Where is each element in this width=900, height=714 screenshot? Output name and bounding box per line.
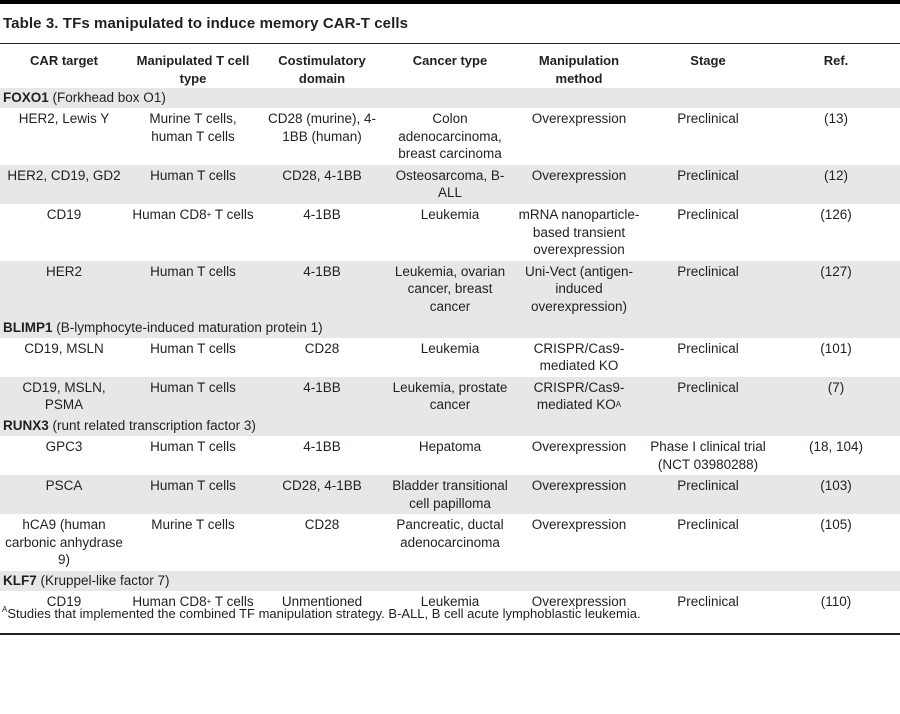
cell-t-cell-type (128, 108, 258, 165)
cell-cancer-type-text: Pancreatic, ductal adenocarcinoma (396, 517, 504, 550)
cell-car-target-text: HER2, Lewis Y (18, 111, 110, 126)
cell-ref (772, 475, 900, 514)
cell-ref-text: (127) (820, 263, 852, 279)
col-header-ref: Ref. (772, 44, 900, 89)
cell-costimulatory-text: 4-1BB (303, 438, 341, 454)
footnote (2, 606, 641, 621)
section-name: BLIMP1 (3, 319, 53, 335)
cell-method-text: mRNA nanoparticle-based transient overexpression (518, 206, 640, 258)
cell-ref-text: (13) (823, 111, 848, 126)
table-row (0, 436, 900, 475)
table-row (0, 261, 900, 318)
section-cell (0, 88, 900, 108)
cell-stage-text: Preclinical (677, 206, 739, 222)
section-row (0, 88, 900, 108)
section-cell (0, 416, 900, 436)
cell-t-cell-type (128, 436, 258, 475)
cell-t-cell-type (128, 261, 258, 318)
col-header-car-target: CAR target (0, 44, 128, 89)
cell-car-target-text: CD19, MSLN, PSMA (22, 379, 106, 413)
cell-method (514, 377, 644, 416)
cell-t-cell-type (128, 475, 258, 514)
table-row (0, 165, 900, 204)
cell-car-target-text: CD19 (46, 206, 82, 222)
cell-method (514, 261, 644, 318)
cell-t-cell-type-text: Human CD8 (132, 206, 207, 222)
cell-costimulatory-text: 4-1BB (303, 379, 341, 395)
cell-cancer-type (386, 338, 514, 377)
cell-method (514, 338, 644, 377)
cell-cancer-type (386, 204, 514, 261)
cell-costimulatory (258, 514, 386, 571)
cell-ref-text: (101) (820, 340, 852, 356)
cell-ref (772, 514, 900, 571)
cell-t-cell-type-superscript: + (206, 209, 212, 219)
table-row (0, 108, 900, 165)
cell-ref (772, 204, 900, 261)
cell-car-target (0, 204, 128, 261)
cell-cancer-type-text: Bladder transitional cell papilloma (392, 478, 508, 511)
table-body (0, 88, 900, 613)
cell-stage-text: Preclinical (677, 379, 739, 395)
cell-cancer-type-text: Hepatoma (418, 438, 482, 454)
cell-costimulatory (258, 436, 386, 475)
cell-method-text: Overexpression (531, 438, 627, 454)
cell-ref-text: (18, 104) (808, 438, 864, 454)
cell-ref (772, 377, 900, 416)
cell-stage-text: Preclinical (677, 517, 739, 533)
section-row (0, 416, 900, 436)
cell-t-cell-type-text: Human T cells (150, 340, 236, 356)
cell-method-text: Overexpression (531, 478, 627, 494)
cell-method (514, 165, 644, 204)
header-row (0, 44, 900, 89)
cell-costimulatory-text: CD28 (304, 340, 340, 356)
cell-ref (772, 261, 900, 318)
cell-t-cell-type-text: Murine T cells, human T cells (149, 111, 237, 144)
section-row (0, 318, 900, 338)
cell-cancer-type (386, 436, 514, 475)
cell-car-target-text: GPC3 (45, 438, 83, 454)
section-cell (0, 571, 900, 591)
cell-cancer-type-text: Colon adenocarcinoma, breast carcinoma (398, 111, 502, 162)
table-row (0, 514, 900, 571)
cell-t-cell-type (128, 377, 258, 416)
section-full-name: (runt related transcription factor 3) (48, 417, 256, 433)
cell-car-target (0, 338, 128, 377)
cell-stage (644, 165, 772, 204)
section-name: FOXO1 (3, 90, 49, 105)
top-rule (0, 0, 900, 4)
cell-stage-text: Preclinical (677, 340, 739, 356)
col-header-costimulatory: Costimulatory domain (258, 44, 386, 89)
cell-costimulatory (258, 165, 386, 204)
cell-t-cell-type-text: Human T cells (150, 478, 236, 494)
cell-stage-text: Phase I clinical trial (NCT 03980288) (650, 438, 766, 472)
cell-stage (644, 338, 772, 377)
cell-stage (644, 261, 772, 318)
cell-cancer-type-text: Leukemia (420, 594, 480, 610)
cell-cancer-type (386, 261, 514, 318)
cell-cancer-type (386, 475, 514, 514)
cell-ref (772, 165, 900, 204)
footnote-text: Studies that implemented the combined TF manipulation strategy. B-ALL, B cell acute lymphoblastic leukemia. (7, 606, 641, 621)
cell-method (514, 108, 644, 165)
cell-cancer-type (386, 514, 514, 571)
cell-car-target-text: HER2, CD19, GD2 (7, 167, 121, 183)
cell-method-text: Overexpression (531, 167, 627, 183)
section-cell (0, 318, 900, 338)
cell-method-text: Overexpression (531, 594, 627, 610)
cell-method (514, 204, 644, 261)
section-row (0, 571, 900, 591)
cell-car-target-text: CD19, MSLN (24, 340, 104, 356)
cell-t-cell-type (128, 514, 258, 571)
cell-stage (644, 204, 772, 261)
cell-car-target-text: PSCA (45, 478, 83, 494)
cell-method-text: CRISPR/Cas9-mediated KO (533, 340, 625, 374)
cell-cancer-type (386, 165, 514, 204)
cell-t-cell-type (128, 165, 258, 204)
table-row (0, 204, 900, 261)
section-full-name: (Kruppel-like factor 7) (36, 573, 170, 589)
col-header-method: Manipulation method (514, 44, 644, 89)
cell-costimulatory (258, 261, 386, 318)
cell-costimulatory (258, 338, 386, 377)
cell-cancer-type-text: Leukemia (420, 206, 480, 222)
cell-ref (772, 591, 900, 613)
table-row (0, 475, 900, 514)
cell-method-text: Overexpression (531, 517, 627, 533)
cell-t-cell-type (128, 338, 258, 377)
cell-car-target-text: hCA9 (human carbonic anhydrase 9) (5, 517, 123, 568)
cell-stage (644, 436, 772, 475)
cell-stage-text: Preclinical (677, 594, 739, 610)
cell-ref-text: (103) (820, 478, 852, 494)
cell-stage (644, 514, 772, 571)
cell-cancer-type-text: Leukemia (420, 340, 480, 356)
cell-ref (772, 108, 900, 165)
section-full-name: (Forkhead box O1) (48, 90, 166, 105)
cell-ref (772, 338, 900, 377)
cell-cancer-type-text: Leukemia, ovarian cancer, breast cancer (394, 263, 506, 314)
cell-costimulatory-text: 4-1BB (303, 263, 341, 279)
cell-t-cell-type-text-rest: T cells (211, 206, 254, 222)
section-name: KLF7 (3, 573, 37, 589)
cell-car-target-text: HER2 (45, 263, 82, 279)
cell-stage (644, 475, 772, 514)
cell-stage-text: Preclinical (677, 263, 739, 279)
cell-stage (644, 377, 772, 416)
bottom-rule (0, 633, 900, 635)
cell-method (514, 514, 644, 571)
col-header-cancer-type: Cancer type (386, 44, 514, 89)
cell-t-cell-type-text: Human T cells (150, 167, 236, 183)
cell-stage (644, 591, 772, 613)
cell-costimulatory-text: Unmentioned (281, 594, 363, 610)
cell-stage-text: Preclinical (677, 111, 739, 126)
cell-costimulatory-text: CD28, 4-1BB (282, 478, 362, 494)
footnote-mark: A (2, 605, 8, 614)
cell-method-superscript: A (615, 400, 622, 410)
cell-t-cell-type-text: Human CD8 (132, 594, 207, 610)
cell-method (514, 436, 644, 475)
cell-stage-text: Preclinical (677, 478, 739, 494)
cell-ref-text: (12) (823, 167, 848, 183)
table-row (0, 377, 900, 416)
cell-cancer-type (386, 377, 514, 416)
cell-car-target (0, 514, 128, 571)
cell-stage-text: Preclinical (677, 167, 739, 183)
cell-car-target (0, 436, 128, 475)
cell-method (514, 475, 644, 514)
cell-costimulatory-text: CD28, 4-1BB (282, 167, 362, 183)
cell-ref-text: (126) (820, 206, 852, 222)
cell-ref-text: (7) (827, 379, 845, 395)
cell-car-target (0, 261, 128, 318)
cell-car-target (0, 165, 128, 204)
cell-cancer-type (386, 108, 514, 165)
cell-method-text: CRISPR/Cas9-mediated KO (533, 379, 625, 413)
cell-stage (644, 108, 772, 165)
cell-ref (772, 436, 900, 475)
cell-costimulatory (258, 475, 386, 514)
cell-t-cell-type (128, 204, 258, 261)
cell-costimulatory (258, 204, 386, 261)
cell-t-cell-type-text: Human T cells (150, 379, 236, 395)
cell-car-target (0, 377, 128, 416)
table-title: Table 3. TFs manipulated to induce memory CAR-T cells (3, 15, 409, 32)
tf-table (0, 43, 900, 613)
cell-ref-text: (105) (820, 517, 852, 533)
cell-cancer-type-text: Osteosarcoma, B-ALL (395, 167, 505, 201)
cell-costimulatory-text: 4-1BB (303, 206, 341, 222)
cell-ref-text: (110) (820, 594, 852, 610)
cell-costimulatory-text: CD28 (304, 517, 340, 533)
section-name: RUNX3 (3, 417, 49, 433)
section-full-name: (B-lymphocyte-induced maturation protein 1) (52, 319, 323, 335)
cell-car-target (0, 475, 128, 514)
cell-t-cell-type-superscript: + (206, 597, 212, 607)
cell-method-text: Uni-Vect (antigen-induced overexpression) (524, 263, 634, 314)
cell-t-cell-type-text: Human T cells (150, 263, 236, 279)
table-row (0, 338, 900, 377)
cell-costimulatory (258, 108, 386, 165)
cell-costimulatory (258, 377, 386, 416)
col-header-t-cell-type: Manipulated T cell type (128, 44, 258, 89)
cell-costimulatory-text: CD28 (murine), 4-1BB (human) (267, 111, 377, 144)
col-header-stage: Stage (644, 44, 772, 89)
cell-car-target-text: CD19 (46, 594, 82, 610)
cell-cancer-type-text: Leukemia, prostate cancer (392, 379, 508, 413)
cell-t-cell-type-text: Murine T cells (151, 517, 235, 533)
cell-method-text: Overexpression (531, 111, 627, 126)
cell-t-cell-type-text: Human T cells (150, 438, 236, 454)
cell-t-cell-type-text-rest: T cells (211, 594, 254, 610)
cell-car-target (0, 108, 128, 165)
